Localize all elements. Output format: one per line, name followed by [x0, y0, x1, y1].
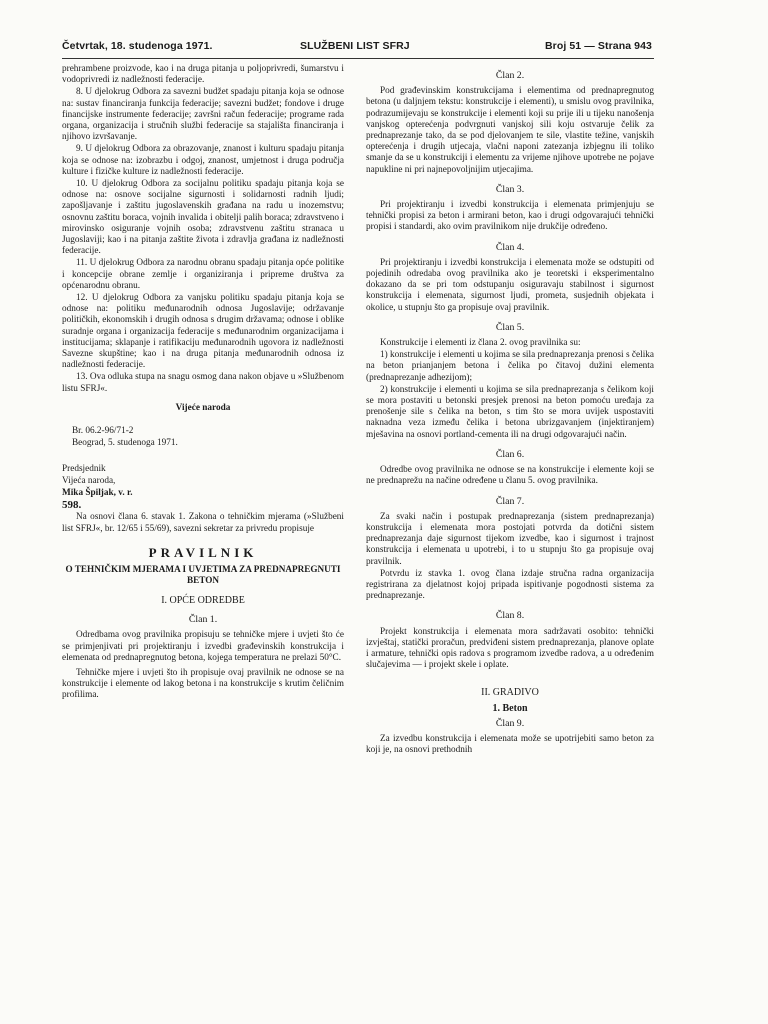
- subsection-heading-beton: 1. Beton: [492, 702, 528, 714]
- article-1-paragraph-1: Odredbama ovog pravilnika propisuju se tehničke mjere i uvjeti što će se primjenjivati pri projektiranju i izvedbi građevinskih konstrukcija i elemenata od prednapregnutog betona, kojega temperatura ne prelazi 50°C.: [62, 630, 344, 663]
- document-title: PRAVILNIK: [148, 544, 258, 560]
- article-3-paragraph-1: Pri projektiranju i izvedbi konstrukcija i elemenata primjenjuju se tehnički propisi za beton i armirani beton, kao i drugi odgovarajući tehnički propisi i standardi, ako ovim pravilnikom nije drukčije određeno.: [366, 200, 654, 233]
- paragraph-cont: prehrambene proizvode, kao i na druga pitanja u poljoprivredi, šumarstvu i vodoprivredi iz nadležnosti federacije.: [62, 64, 344, 86]
- article-7-paragraph-2: Potvrdu iz stavka 1. ovog člana izdaje stručna radna organizacija registrirana za djelatnost kojoj pripada ispitivanje pogodnosti sistema za prednaprezanje.: [366, 568, 654, 602]
- council-name: Vijeće naroda: [175, 402, 231, 413]
- header-rule: [62, 58, 654, 59]
- article-heading-7: Član 7.: [495, 495, 525, 507]
- paragraph-11: 11. U djelokrug Odbora za narodnu obranu spadaju pitanja opće politike i koncepcije obrane zemlje i organiziranja i pripreme društva za općenarodnu obranu.: [62, 258, 344, 291]
- article-heading-1: Član 1.: [188, 614, 218, 626]
- paragraph-12: 12. U djelokrug Odbora za vanjsku politiku spadaju pitanja koja se odnose na: politiku međunarodnih odnosa Jugoslavije; održavanje političkih, ekonomskih i drugih odnosa s drugim državama; odnose i oblike suradnje organa i organizacija federacije s međunarodnim organizacijama i institucijama; sklapanje i ratifikaciju međunarodnih ugovora iz nadležnosti Savezne skupštine; kao i na druga pitanja međunarodnih odnosa iz nadležnosti federacije.: [62, 293, 344, 371]
- article-1-paragraph-2: Tehničke mjere i uvjeti što ih propisuje ovaj pravilnik ne odnose se na konstrukcije i elemente od lakog betona i na konstrukcije s krutim čeličnim profilima.: [62, 667, 344, 701]
- reference-number: Br. 06.2-96/71-2: [72, 426, 134, 437]
- right-column: [366, 64, 654, 756]
- article-4-paragraph-1: Pri projektiranju i izvedbi konstrukcija i elemenata može se odstupiti od pojedinih odredaba ovog pravilnika ako je teoretski i eksperimentalno dokazano da se pri tom odstupanju osiguravaju stabilnost i sigurnost konstrukcija i elemenata, sigurnost ljudi, prometa, susjednih objekata i okolice, u stupnju što ga propisuje ovaj pravilnik.: [366, 257, 654, 313]
- article-heading-5: Član 5.: [495, 321, 525, 333]
- place-date: Beograd, 5. studenoga 1971.: [72, 438, 178, 449]
- article-heading-2: Član 2.: [495, 70, 525, 81]
- article-heading-3: Član 3.: [495, 183, 525, 195]
- intro-paragraph: Na osnovi člana 6. stavak 1. Zakona o tehničkim mjerama (»Službeni list SFRJ«, br. 12/65 i 55/69), savezni sekretar za privredu propisuje: [62, 512, 344, 534]
- article-heading-6: Član 6.: [495, 448, 525, 460]
- document-number: 598.: [62, 499, 82, 512]
- section-heading-1: I. OPĆE ODREDBE: [161, 594, 245, 606]
- article-7-paragraph-1: Za svaki način i postupak prednaprezanja (sistem prednaprezanja) konstrukcija i elemenata mora postojati potvrda da dotični sistem prednaprezanja daje sigurnost tijekom izvedbe, kao i sigurnost i trajnost konstrukcija i elemenata u upotrebi, i to u stupnju što ga propisuje ovaj pravilnik.: [366, 511, 654, 567]
- left-column: [62, 64, 344, 702]
- signature-title-2: Vijeća naroda,: [62, 475, 116, 486]
- paragraph-10: 10. U djelokrug Odbora za socijalnu politiku spadaju pitanja koja se odnose na: osnove socijalne sigurnosti i solidarnosti radnih ljudi; zapošljavanje i zaštitu jugoslavenskih građana na radu u inozemstvu; osnovnu zaštitu boraca, vojnih invalida i obitelji palih boraca; zdravstveno i mirovinsko osiguranje vojnih osoba; zdravstvenu zaštitu stranaca u Jugoslaviji; kao i na pitanja zaštite života i zdravlja građana iz nadležnosti federacije.: [62, 179, 344, 257]
- header-issue-page: Broj 51 — Strana 943: [544, 40, 652, 52]
- section-heading-2: II. GRADIVO: [481, 687, 539, 699]
- paragraph-9: 9. U djelokrug Odbora za obrazovanje, znanost i kulturu spadaju pitanja koja se odnose na: izobrazbu i odgoj, znanost, umjetnost i druga područja kulture i fizičke kulture iz nadležnosti federacije.: [62, 144, 344, 177]
- header-date: Četvrtak, 18. studenoga 1971.: [62, 40, 213, 52]
- article-heading-9: Član 9.: [495, 717, 525, 729]
- signature-title: Predsjednik: [62, 463, 106, 474]
- document-subtitle: O TEHNIČKIM MJERAMA I UVJETIMA ZA PREDNAPREGNUTI BETON: [65, 563, 341, 586]
- article-heading-8: Član 8.: [495, 610, 525, 622]
- article-5-paragraph-2: 1) konstrukcije i elementi u kojima se sila prednaprezanja prenosi s čelika na beton prianjanjem betona i čelika po čitavoj dužini elementa (prednaprezanje adhezijom);: [366, 350, 654, 383]
- article-8-paragraph-1: Projekt konstrukcija i elemenata mora sadržavati osobito: tehnički izvještaj, statički proračun, predviđeni sistem prednaprezanja, planove oplate i armature, tehnički opis radova s programom izvedbe radova, a u određenim slučajevima — i projekt skele i oplate.: [366, 626, 654, 671]
- article-heading-4: Član 4.: [495, 241, 525, 253]
- article-5-paragraph-3: 2) konstrukcije i elementi u kojima se sila prednaprezanja s čelikom koji se mora postaviti u betonski presjek prenosi na beton pomoću uređaja za prenošenje sile s čelika na beton, s tim što se mora uvijek uspostaviti naknadna veza između čelika i betona ubrizgavanjem (injektiranjem) mješavina na osnovi portland-cementa ili na drugi odgovarajući način.: [366, 384, 654, 440]
- paragraph-13: 13. Ova odluka stupa na snagu osmog dana nakon objave u »Službenom listu SFRJ«.: [62, 372, 344, 394]
- header-publication: SLUŽBENI LIST SFRJ: [300, 40, 410, 52]
- article-9-paragraph-1: Za izvedbu konstrukcija i elemenata može se upotrijebiti samo beton za koji je, na osnovi prethodnih: [366, 733, 654, 756]
- article-2-paragraph-1: Pod građevinskim konstrukcijama i elementima od prednapregnutog betona (u daljnjem tekstu: konstrukcije i elementi), u smislu ovog pravilnika, podrazumijevaju se konstrukcije i elementi koji su prije ili u tijeku nanošenja vanjskog opterećenja podvrgnuti vanjskoj sili koju ostvaruje čelik za prednaprezanje tako, da se pod djelovanjem te sile, vlastite težine, vanjskih opterećenja i drugih utjecaja, vlačni naponi zatezanja izbjegnu ili toliko smanje da se u konstrukciji i elementu za vrijeme njihove upotrebe ne pojave napukline ni pri najnepovoljnijim utjecajima.: [366, 86, 654, 175]
- signature-name: Mika Špiljak, v. r.: [62, 487, 133, 498]
- page-header: [62, 40, 652, 58]
- paragraph-8: 8. U djelokrug Odbora za savezni budžet spadaju pitanja koja se odnose na: sustav financiranja funkcija federacije; savezni budžet; fondove i druge financijske instrumente federacije; završni račun federacije; programe rada organa, organizacija i stručnih službi federacije sa stajališta financiranja i njihovo izvršavanje.: [62, 87, 344, 143]
- article-6-paragraph-1: Odredbe ovog pravilnika ne odnose se na konstrukcije i elemente koji se ne prednaprežu na načine određene u članu 5. ovog pravilnika.: [366, 465, 654, 487]
- article-5-paragraph-1: Konstrukcije i elementi iz člana 2. ovog pravilnika su:: [380, 338, 581, 349]
